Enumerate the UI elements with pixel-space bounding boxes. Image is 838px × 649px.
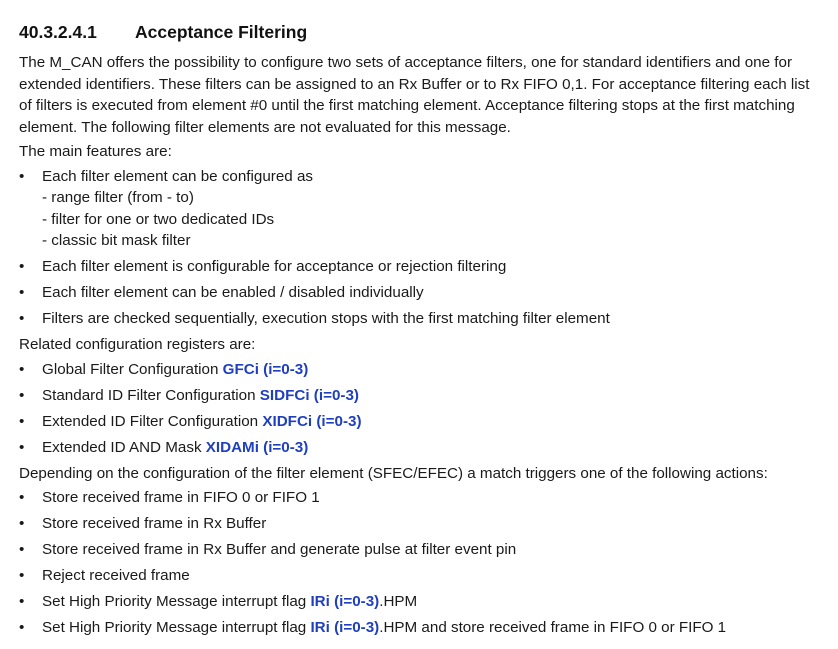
bullet-icon: • bbox=[19, 619, 25, 636]
actions-heading: Depending on the configuration of the filter element (SFEC/EFEC) a match triggers one of the following actions: bbox=[19, 464, 768, 482]
list-item bbox=[19, 359, 826, 381]
section-title: Acceptance Filtering bbox=[135, 22, 308, 42]
list-item-text: Set High Priority Message interrupt flag bbox=[42, 619, 311, 636]
list-item-text: Store received frame in Rx Buffer bbox=[42, 515, 267, 532]
bullet-icon: • bbox=[19, 284, 25, 301]
features-list bbox=[19, 166, 826, 330]
list-item-text: Each filter element can be enabled / disabled individually bbox=[42, 284, 424, 301]
section-number: 40.3.2.4.1 bbox=[19, 22, 97, 42]
bullet-icon: • bbox=[19, 567, 25, 584]
register-link-ir[interactable]: IRi (i=0-3) bbox=[310, 593, 380, 610]
list-item-text: Set High Priority Message interrupt flag bbox=[42, 593, 311, 610]
list-item bbox=[19, 385, 826, 407]
list-item bbox=[19, 437, 826, 459]
bullet-icon: • bbox=[19, 489, 25, 506]
list-item bbox=[19, 411, 826, 433]
section-heading bbox=[19, 20, 826, 44]
bullet-icon: • bbox=[19, 412, 25, 430]
list-item-text: Extended ID AND Mask bbox=[42, 438, 206, 456]
list-item-text: Reject received frame bbox=[42, 567, 190, 584]
list-item bbox=[19, 256, 826, 278]
list-item bbox=[19, 513, 826, 535]
list-item bbox=[19, 308, 826, 330]
bullet-icon: • bbox=[19, 167, 25, 185]
list-item-text: Filters are checked sequentially, execution stops with the first matching filter element bbox=[42, 310, 610, 327]
list-item-text: Store received frame in Rx Buffer and generate pulse at filter event pin bbox=[42, 541, 517, 558]
list-item bbox=[19, 591, 826, 613]
intro-paragraph: The M_CAN offers the possibility to configure two sets of acceptance filters, one for standard identifiers and one for extended identifiers. These filters can be assigned to an Rx Buffer or to Rx FIFO 0,1. For acceptance filtering each list of filters is executed from element #0 until the first matching element. Acceptance filtering stops at the first matching element. The following filter elements are not evaluated for this message. bbox=[19, 54, 810, 136]
register-link-sidfc[interactable]: SIDFCi (i=0-3) bbox=[259, 386, 359, 404]
list-subitem: - range filter (from - to) bbox=[42, 189, 194, 206]
list-item bbox=[19, 166, 826, 252]
register-link-xidam[interactable]: XIDAMi (i=0-3) bbox=[205, 438, 309, 456]
list-item-text: .HPM bbox=[379, 593, 418, 610]
bullet-icon: • bbox=[19, 541, 25, 558]
list-item-text: .HPM and store received frame in FIFO 0 or FIFO 1 bbox=[379, 619, 727, 636]
list-item bbox=[19, 565, 826, 587]
list-item-text: Each filter element is configurable for acceptance or rejection filtering bbox=[42, 258, 507, 275]
list-item bbox=[19, 617, 826, 639]
register-link-gfc[interactable]: GFCi (i=0-3) bbox=[222, 360, 309, 378]
bullet-icon: • bbox=[19, 310, 25, 327]
list-item-text: Each filter element can be configured as bbox=[42, 167, 314, 185]
registers-heading: Related configuration registers are: bbox=[19, 336, 256, 353]
bullet-icon: • bbox=[19, 593, 25, 610]
list-item bbox=[19, 487, 826, 509]
registers-list bbox=[19, 359, 826, 459]
bullet-icon: • bbox=[19, 515, 25, 532]
list-item-text: Standard ID Filter Configuration bbox=[42, 386, 260, 404]
bullet-icon: • bbox=[19, 386, 25, 404]
list-subitem: - filter for one or two dedicated IDs bbox=[42, 210, 275, 228]
list-item bbox=[19, 282, 826, 304]
list-item-text: Extended ID Filter Configuration bbox=[42, 412, 263, 430]
register-link-xidfc[interactable]: XIDFCi (i=0-3) bbox=[262, 412, 362, 430]
bullet-icon: • bbox=[19, 438, 25, 456]
list-item-text: Global Filter Configuration bbox=[42, 360, 223, 378]
list-item bbox=[19, 539, 826, 561]
register-link-ir[interactable]: IRi (i=0-3) bbox=[310, 619, 380, 636]
features-heading: The main features are: bbox=[19, 143, 172, 160]
list-item-text: Store received frame in FIFO 0 or FIFO 1 bbox=[42, 489, 320, 506]
bullet-icon: • bbox=[19, 360, 25, 378]
list-subitem: - classic bit mask filter bbox=[42, 232, 191, 249]
actions-list bbox=[19, 487, 826, 639]
bullet-icon: • bbox=[19, 258, 25, 275]
